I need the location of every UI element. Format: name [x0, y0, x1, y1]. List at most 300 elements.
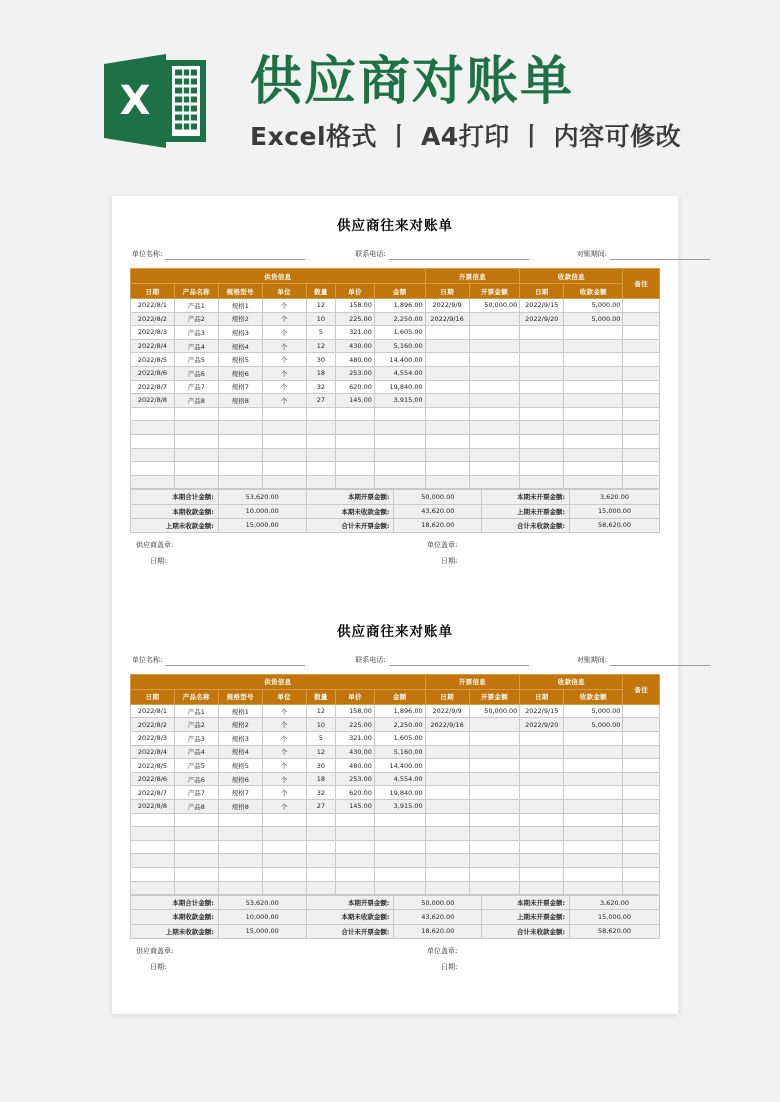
field-phone-input-2[interactable] [389, 654, 529, 666]
cell-receipt-amount[interactable] [564, 407, 623, 421]
cell-invoice-date[interactable]: 2022/9/9 [425, 704, 469, 718]
table-row[interactable] [131, 759, 660, 773]
cell-spec[interactable]: 规格6 [218, 366, 262, 380]
table-row[interactable] [131, 326, 660, 340]
cell-spec[interactable] [218, 854, 262, 868]
cell-product[interactable] [174, 840, 218, 854]
cell-unit[interactable]: 个 [262, 745, 306, 759]
cell-spec[interactable]: 规格4 [218, 745, 262, 759]
cell-product[interactable] [174, 448, 218, 462]
cell-price[interactable]: 480.00 [336, 759, 375, 773]
cell-product[interactable]: 产品2 [174, 718, 218, 732]
cell-receipt-amount[interactable] [564, 339, 623, 353]
cell-price[interactable]: 253.00 [336, 772, 375, 786]
table-row[interactable] [131, 786, 660, 800]
cell-product[interactable]: 产品8 [174, 394, 218, 408]
cell-receipt-amount[interactable] [564, 421, 623, 435]
cell-date[interactable]: 2022/8/3 [131, 732, 175, 746]
cell-note[interactable] [623, 475, 660, 489]
cell-date[interactable]: 2022/8/7 [131, 786, 175, 800]
cell-unit[interactable]: 个 [262, 299, 306, 313]
cell-date[interactable] [131, 840, 175, 854]
cell-spec[interactable] [218, 827, 262, 841]
field-period-input[interactable] [610, 248, 710, 260]
field-period-input-2[interactable] [610, 654, 710, 666]
cell-receipt-date[interactable]: 2022/9/15 [520, 704, 564, 718]
field-phone-input[interactable] [389, 248, 529, 260]
cell-note[interactable] [623, 434, 660, 448]
summary-value[interactable]: 10,000.00 [218, 910, 306, 924]
cell-invoice-amount[interactable] [469, 718, 520, 732]
cell-receipt-amount[interactable] [564, 366, 623, 380]
cell-amount[interactable]: 1,896.00 [374, 704, 425, 718]
cell-invoice-amount[interactable] [469, 434, 520, 448]
cell-unit[interactable]: 个 [262, 704, 306, 718]
cell-amount[interactable]: 5,160.00 [374, 339, 425, 353]
cell-amount[interactable]: 1,605.00 [374, 326, 425, 340]
cell-receipt-amount[interactable] [564, 434, 623, 448]
summary-value[interactable]: 50,000.00 [394, 490, 482, 504]
cell-date[interactable] [131, 421, 175, 435]
table-row[interactable] [131, 407, 660, 421]
cell-note[interactable] [623, 881, 660, 895]
cell-price[interactable] [336, 448, 375, 462]
table-row[interactable] [131, 732, 660, 746]
cell-receipt-date[interactable]: 2022/9/20 [520, 718, 564, 732]
cell-product[interactable] [174, 854, 218, 868]
cell-unit[interactable]: 个 [262, 759, 306, 773]
cell-spec[interactable] [218, 434, 262, 448]
cell-price[interactable] [336, 421, 375, 435]
cell-receipt-date[interactable] [520, 326, 564, 340]
cell-unit[interactable]: 个 [262, 786, 306, 800]
cell-receipt-amount[interactable] [564, 840, 623, 854]
cell-price[interactable]: 620.00 [336, 380, 375, 394]
cell-amount[interactable] [374, 462, 425, 476]
cell-unit[interactable]: 个 [262, 326, 306, 340]
cell-product[interactable]: 产品6 [174, 772, 218, 786]
cell-amount[interactable]: 3,915.00 [374, 394, 425, 408]
cell-amount[interactable]: 14,400.00 [374, 353, 425, 367]
cell-date[interactable] [131, 407, 175, 421]
cell-invoice-amount[interactable] [469, 312, 520, 326]
cell-amount[interactable]: 2,250.00 [374, 718, 425, 732]
summary-value[interactable]: 3,620.00 [570, 490, 660, 504]
cell-amount[interactable] [374, 407, 425, 421]
cell-product[interactable]: 产品4 [174, 745, 218, 759]
cell-receipt-amount[interactable] [564, 772, 623, 786]
summary-value[interactable]: 15,000.00 [570, 910, 660, 924]
cell-qty[interactable] [306, 881, 336, 895]
cell-invoice-date[interactable] [425, 786, 469, 800]
cell-invoice-date[interactable] [425, 407, 469, 421]
table-row[interactable] [131, 772, 660, 786]
cell-amount[interactable]: 5,160.00 [374, 745, 425, 759]
cell-invoice-date[interactable] [425, 840, 469, 854]
cell-qty[interactable]: 10 [306, 312, 336, 326]
cell-invoice-amount[interactable] [469, 732, 520, 746]
cell-receipt-amount[interactable] [564, 353, 623, 367]
cell-receipt-date[interactable] [520, 840, 564, 854]
cell-price[interactable]: 253.00 [336, 366, 375, 380]
summary-value[interactable]: 58,620.00 [570, 518, 660, 532]
cell-spec[interactable] [218, 868, 262, 882]
cell-qty[interactable]: 12 [306, 299, 336, 313]
cell-amount[interactable] [374, 840, 425, 854]
cell-receipt-amount[interactable] [564, 881, 623, 895]
table-row[interactable] [131, 854, 660, 868]
table-row[interactable] [131, 462, 660, 476]
cell-invoice-date[interactable] [425, 353, 469, 367]
cell-invoice-date[interactable]: 2022/9/9 [425, 299, 469, 313]
table-row[interactable] [131, 813, 660, 827]
cell-unit[interactable] [262, 407, 306, 421]
cell-qty[interactable] [306, 827, 336, 841]
cell-note[interactable] [623, 854, 660, 868]
cell-unit[interactable] [262, 813, 306, 827]
cell-receipt-date[interactable] [520, 353, 564, 367]
cell-invoice-amount[interactable]: 50,000.00 [469, 299, 520, 313]
cell-invoice-amount[interactable] [469, 868, 520, 882]
cell-receipt-date[interactable] [520, 786, 564, 800]
cell-amount[interactable] [374, 434, 425, 448]
table-row[interactable] [131, 827, 660, 841]
cell-unit[interactable] [262, 827, 306, 841]
cell-receipt-amount[interactable] [564, 854, 623, 868]
table-row[interactable] [131, 299, 660, 313]
cell-qty[interactable] [306, 475, 336, 489]
summary-value[interactable]: 3,620.00 [570, 896, 660, 910]
cell-unit[interactable] [262, 448, 306, 462]
cell-qty[interactable] [306, 434, 336, 448]
cell-receipt-amount[interactable] [564, 394, 623, 408]
cell-receipt-amount[interactable] [564, 786, 623, 800]
cell-date[interactable]: 2022/8/2 [131, 312, 175, 326]
cell-receipt-date[interactable] [520, 881, 564, 895]
cell-invoice-amount[interactable] [469, 745, 520, 759]
cell-date[interactable]: 2022/8/6 [131, 772, 175, 786]
cell-qty[interactable] [306, 854, 336, 868]
cell-unit[interactable]: 个 [262, 312, 306, 326]
cell-product[interactable] [174, 421, 218, 435]
cell-receipt-date[interactable] [520, 745, 564, 759]
cell-date[interactable]: 2022/8/7 [131, 380, 175, 394]
cell-note[interactable] [623, 732, 660, 746]
field-company-name-input-2[interactable] [165, 654, 305, 666]
cell-receipt-amount[interactable]: 5,000.00 [564, 312, 623, 326]
cell-note[interactable] [623, 421, 660, 435]
cell-product[interactable]: 产品3 [174, 732, 218, 746]
cell-receipt-amount[interactable] [564, 448, 623, 462]
cell-amount[interactable] [374, 827, 425, 841]
cell-invoice-amount[interactable] [469, 366, 520, 380]
cell-date[interactable]: 2022/8/6 [131, 366, 175, 380]
cell-receipt-date[interactable] [520, 772, 564, 786]
cell-qty[interactable] [306, 813, 336, 827]
cell-qty[interactable] [306, 868, 336, 882]
cell-amount[interactable] [374, 854, 425, 868]
cell-unit[interactable] [262, 421, 306, 435]
cell-spec[interactable]: 规格8 [218, 800, 262, 814]
cell-date[interactable]: 2022/8/2 [131, 718, 175, 732]
cell-invoice-date[interactable] [425, 854, 469, 868]
cell-price[interactable]: 145.00 [336, 800, 375, 814]
cell-note[interactable] [623, 868, 660, 882]
cell-unit[interactable]: 个 [262, 394, 306, 408]
table-row[interactable] [131, 394, 660, 408]
cell-amount[interactable] [374, 868, 425, 882]
cell-receipt-amount[interactable] [564, 380, 623, 394]
summary-value[interactable]: 15,000.00 [570, 504, 660, 518]
cell-unit[interactable] [262, 840, 306, 854]
summary-value[interactable]: 43,620.00 [394, 504, 482, 518]
cell-unit[interactable] [262, 475, 306, 489]
cell-invoice-date[interactable] [425, 462, 469, 476]
cell-date[interactable] [131, 813, 175, 827]
cell-invoice-date[interactable] [425, 326, 469, 340]
cell-note[interactable] [623, 800, 660, 814]
cell-date[interactable]: 2022/8/5 [131, 759, 175, 773]
cell-receipt-date[interactable] [520, 434, 564, 448]
cell-receipt-amount[interactable]: 5,000.00 [564, 299, 623, 313]
cell-qty[interactable]: 32 [306, 786, 336, 800]
cell-unit[interactable]: 个 [262, 339, 306, 353]
cell-receipt-date[interactable]: 2022/9/15 [520, 299, 564, 313]
cell-invoice-amount[interactable] [469, 759, 520, 773]
table-row[interactable] [131, 421, 660, 435]
cell-date[interactable] [131, 434, 175, 448]
cell-receipt-date[interactable] [520, 421, 564, 435]
cell-price[interactable] [336, 827, 375, 841]
cell-amount[interactable] [374, 813, 425, 827]
cell-note[interactable] [623, 312, 660, 326]
cell-price[interactable]: 430.00 [336, 339, 375, 353]
cell-invoice-date[interactable] [425, 868, 469, 882]
cell-qty[interactable] [306, 448, 336, 462]
cell-invoice-amount[interactable] [469, 827, 520, 841]
cell-date[interactable] [131, 448, 175, 462]
cell-invoice-date[interactable] [425, 881, 469, 895]
cell-price[interactable] [336, 813, 375, 827]
table-row[interactable] [131, 800, 660, 814]
cell-product[interactable]: 产品1 [174, 299, 218, 313]
cell-spec[interactable] [218, 462, 262, 476]
cell-qty[interactable]: 27 [306, 800, 336, 814]
cell-invoice-amount[interactable] [469, 475, 520, 489]
cell-price[interactable] [336, 475, 375, 489]
table-row[interactable] [131, 434, 660, 448]
cell-receipt-date[interactable] [520, 366, 564, 380]
cell-invoice-date[interactable]: 2022/9/16 [425, 312, 469, 326]
table-row[interactable] [131, 868, 660, 882]
cell-date[interactable]: 2022/8/1 [131, 704, 175, 718]
cell-note[interactable] [623, 462, 660, 476]
cell-receipt-date[interactable] [520, 732, 564, 746]
cell-spec[interactable] [218, 813, 262, 827]
cell-invoice-date[interactable] [425, 448, 469, 462]
cell-amount[interactable]: 3,915.00 [374, 800, 425, 814]
cell-spec[interactable]: 规格7 [218, 786, 262, 800]
cell-qty[interactable]: 12 [306, 339, 336, 353]
cell-spec[interactable]: 规格2 [218, 312, 262, 326]
cell-date[interactable]: 2022/8/5 [131, 353, 175, 367]
cell-receipt-date[interactable] [520, 854, 564, 868]
cell-qty[interactable] [306, 462, 336, 476]
cell-spec[interactable]: 规格2 [218, 718, 262, 732]
cell-price[interactable]: 225.00 [336, 312, 375, 326]
cell-qty[interactable]: 18 [306, 366, 336, 380]
cell-date[interactable]: 2022/8/4 [131, 745, 175, 759]
cell-amount[interactable]: 1,896.00 [374, 299, 425, 313]
cell-price[interactable]: 480.00 [336, 353, 375, 367]
summary-value[interactable]: 15,000.00 [218, 924, 306, 938]
cell-unit[interactable]: 个 [262, 380, 306, 394]
table-row[interactable] [131, 745, 660, 759]
cell-invoice-date[interactable] [425, 421, 469, 435]
cell-spec[interactable]: 规格4 [218, 339, 262, 353]
cell-qty[interactable]: 27 [306, 394, 336, 408]
cell-price[interactable] [336, 434, 375, 448]
cell-product[interactable] [174, 475, 218, 489]
cell-qty[interactable] [306, 421, 336, 435]
table-row[interactable] [131, 448, 660, 462]
cell-price[interactable] [336, 854, 375, 868]
cell-note[interactable] [623, 299, 660, 313]
cell-invoice-date[interactable] [425, 366, 469, 380]
cell-invoice-amount[interactable] [469, 339, 520, 353]
cell-product[interactable]: 产品4 [174, 339, 218, 353]
cell-date[interactable] [131, 827, 175, 841]
cell-spec[interactable]: 规格5 [218, 759, 262, 773]
cell-unit[interactable] [262, 434, 306, 448]
table-row[interactable] [131, 353, 660, 367]
cell-product[interactable] [174, 434, 218, 448]
cell-invoice-amount[interactable] [469, 380, 520, 394]
cell-price[interactable] [336, 407, 375, 421]
cell-spec[interactable]: 规格5 [218, 353, 262, 367]
cell-unit[interactable]: 个 [262, 718, 306, 732]
cell-spec[interactable] [218, 881, 262, 895]
cell-date[interactable]: 2022/8/4 [131, 339, 175, 353]
cell-date[interactable] [131, 881, 175, 895]
summary-value[interactable]: 53,620.00 [218, 490, 306, 504]
cell-product[interactable]: 产品2 [174, 312, 218, 326]
cell-receipt-amount[interactable] [564, 759, 623, 773]
cell-receipt-date[interactable] [520, 813, 564, 827]
cell-invoice-date[interactable] [425, 827, 469, 841]
cell-spec[interactable] [218, 407, 262, 421]
cell-unit[interactable]: 个 [262, 366, 306, 380]
cell-receipt-amount[interactable]: 5,000.00 [564, 718, 623, 732]
cell-invoice-amount[interactable] [469, 407, 520, 421]
cell-invoice-date[interactable]: 2022/9/16 [425, 718, 469, 732]
cell-unit[interactable] [262, 881, 306, 895]
cell-price[interactable]: 430.00 [336, 745, 375, 759]
cell-price[interactable] [336, 840, 375, 854]
summary-value[interactable]: 18,620.00 [394, 518, 482, 532]
cell-unit[interactable]: 个 [262, 353, 306, 367]
cell-invoice-amount[interactable] [469, 326, 520, 340]
cell-note[interactable] [623, 326, 660, 340]
cell-invoice-amount[interactable] [469, 448, 520, 462]
cell-qty[interactable]: 5 [306, 732, 336, 746]
cell-receipt-amount[interactable] [564, 462, 623, 476]
cell-date[interactable]: 2022/8/3 [131, 326, 175, 340]
cell-spec[interactable] [218, 840, 262, 854]
cell-date[interactable] [131, 462, 175, 476]
cell-receipt-amount[interactable] [564, 732, 623, 746]
cell-product[interactable] [174, 407, 218, 421]
cell-receipt-date[interactable] [520, 407, 564, 421]
summary-value[interactable]: 50,000.00 [394, 896, 482, 910]
cell-qty[interactable]: 30 [306, 759, 336, 773]
cell-date[interactable] [131, 475, 175, 489]
cell-invoice-amount[interactable] [469, 881, 520, 895]
cell-date[interactable]: 2022/8/8 [131, 800, 175, 814]
cell-qty[interactable]: 18 [306, 772, 336, 786]
cell-product[interactable] [174, 462, 218, 476]
cell-product[interactable]: 产品3 [174, 326, 218, 340]
cell-invoice-amount[interactable] [469, 421, 520, 435]
cell-price[interactable]: 158.00 [336, 704, 375, 718]
cell-receipt-date[interactable]: 2022/9/20 [520, 312, 564, 326]
cell-note[interactable] [623, 704, 660, 718]
cell-receipt-date[interactable] [520, 380, 564, 394]
cell-receipt-date[interactable] [520, 394, 564, 408]
cell-invoice-date[interactable] [425, 475, 469, 489]
cell-spec[interactable]: 规格7 [218, 380, 262, 394]
cell-invoice-amount[interactable] [469, 786, 520, 800]
cell-note[interactable] [623, 827, 660, 841]
cell-product[interactable]: 产品1 [174, 704, 218, 718]
cell-unit[interactable]: 个 [262, 732, 306, 746]
cell-amount[interactable]: 19,840.00 [374, 380, 425, 394]
cell-receipt-amount[interactable] [564, 813, 623, 827]
cell-note[interactable] [623, 718, 660, 732]
cell-product[interactable]: 产品8 [174, 800, 218, 814]
cell-note[interactable] [623, 407, 660, 421]
cell-amount[interactable]: 4,554.00 [374, 772, 425, 786]
cell-invoice-amount[interactable] [469, 813, 520, 827]
cell-note[interactable] [623, 840, 660, 854]
cell-receipt-amount[interactable] [564, 475, 623, 489]
summary-value[interactable]: 18,620.00 [394, 924, 482, 938]
cell-product[interactable]: 产品7 [174, 380, 218, 394]
cell-receipt-amount[interactable] [564, 868, 623, 882]
cell-note[interactable] [623, 759, 660, 773]
cell-qty[interactable]: 12 [306, 704, 336, 718]
cell-product[interactable] [174, 881, 218, 895]
cell-qty[interactable] [306, 840, 336, 854]
cell-product[interactable]: 产品5 [174, 759, 218, 773]
cell-spec[interactable]: 规格6 [218, 772, 262, 786]
summary-value[interactable]: 10,000.00 [218, 504, 306, 518]
cell-qty[interactable]: 30 [306, 353, 336, 367]
table-row[interactable] [131, 380, 660, 394]
cell-receipt-amount[interactable]: 5,000.00 [564, 704, 623, 718]
cell-qty[interactable] [306, 407, 336, 421]
cell-date[interactable]: 2022/8/1 [131, 299, 175, 313]
cell-amount[interactable]: 19,840.00 [374, 786, 425, 800]
cell-invoice-date[interactable] [425, 759, 469, 773]
cell-invoice-date[interactable] [425, 813, 469, 827]
cell-spec[interactable]: 规格3 [218, 732, 262, 746]
cell-amount[interactable]: 2,250.00 [374, 312, 425, 326]
cell-receipt-amount[interactable] [564, 800, 623, 814]
cell-invoice-date[interactable] [425, 745, 469, 759]
cell-price[interactable]: 225.00 [336, 718, 375, 732]
cell-price[interactable] [336, 462, 375, 476]
